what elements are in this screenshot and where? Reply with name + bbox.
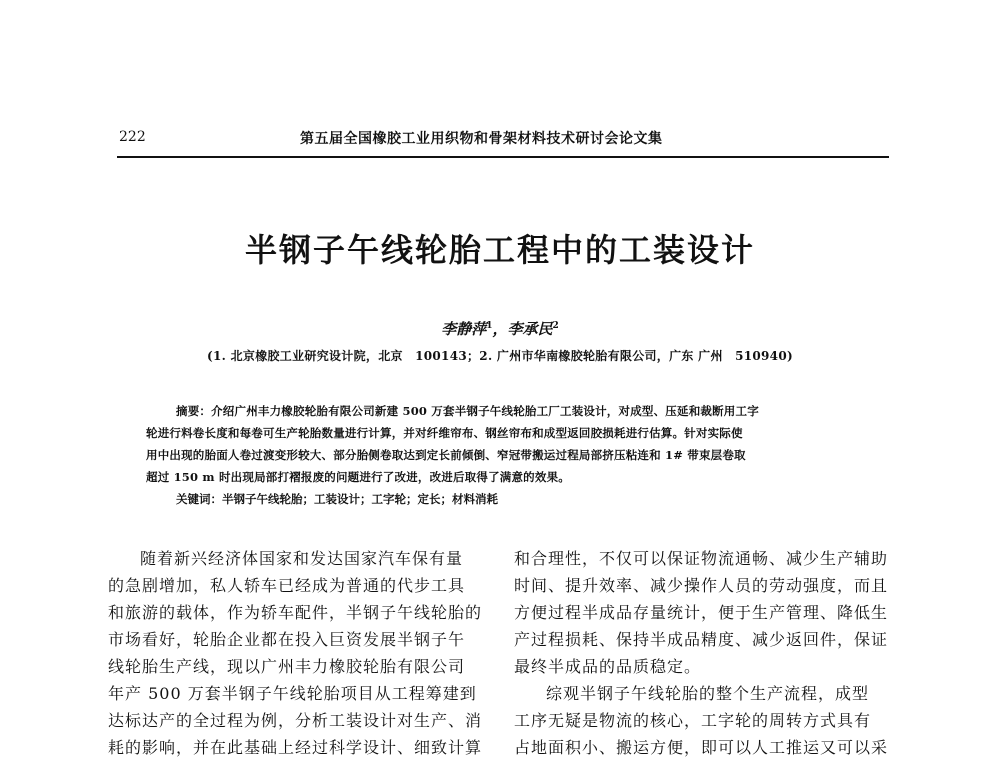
author-2: 李承民 [507, 320, 553, 338]
body-line: 方便过程半成品存量统计，便于生产管理、降低生 [514, 603, 889, 622]
author-separator: ， [492, 320, 508, 338]
page-number: 222 [119, 129, 146, 145]
header-rule [117, 156, 889, 158]
body-line: 耗的影响，并在此基础上经过科学设计、细致计算 [108, 738, 483, 757]
keywords: 关键词：半钢子午线轮胎；工装设计；工字轮；定长；材料消耗 [176, 492, 498, 506]
abstract [146, 400, 858, 488]
paper-title: 半钢子午线轮胎工程中的工装设计 [244, 231, 755, 269]
body-line: 时间、提升效率、减少操作人员的劳动强度，而且 [514, 576, 889, 595]
body-line: 产过程损耗、保持半成品精度、减少返回件，保证 [514, 630, 889, 649]
abstract-line: 轮进行料卷长度和每卷可生产轮胎数量进行计算，并对纤维帘布、钢丝帘布和成型返回胶损耗进行估算。针对实际使 [146, 426, 743, 440]
body-line: 达标达产的全过程为例，分析工装设计对生产、消 [108, 711, 483, 730]
body-line: 最终半成品的品质稳定。 [514, 657, 702, 676]
body-column-left [108, 545, 484, 760]
body-line: 年产 500 万套半钢子午线轮胎项目从工程筹建到 [108, 684, 477, 703]
author-1-affil: 1 [486, 321, 493, 331]
body-line: 占地面积小、搬运方便，即可以人工推运又可以采 [514, 738, 889, 757]
running-header: 第五届全国橡胶工业用织物和骨架材料技术研讨会论文集 [300, 131, 663, 147]
body-line: 的急剧增加，私人轿车已经成为普通的代步工具 [108, 576, 466, 595]
body-line: 随着新兴经济体国家和发达国家汽车保有量 [140, 549, 464, 568]
body-line: 和合理性，不仅可以保证物流通畅、减少生产辅助 [514, 549, 889, 568]
body-line: 工序无疑是物流的核心，工字轮的周转方式具有 [514, 711, 872, 730]
body-column-right [514, 545, 890, 760]
abstract-line: 用中出现的胎面人卷过渡变形较大、部分胎侧卷取达到定长前倾倒、窄冠带搬运过程局部挤压粘连和 1# 带束层卷取 [146, 448, 746, 462]
body-line: 综观半钢子午线轮胎的整个生产流程，成型 [546, 684, 870, 703]
abstract-line: 摘要：介绍广州丰力橡胶轮胎有限公司新建 500 万套半钢子午线轮胎工厂工装设计，对成型、压延和裁断用工字 [176, 404, 759, 418]
body-line: 线轮胎生产线，现以广州丰力橡胶轮胎有限公司 [108, 657, 466, 676]
affiliation: (1. 北京橡胶工业研究设计院，北京 100143；2. 广州市华南橡胶轮胎有限公司，广东 广州 510940) [207, 349, 793, 363]
body-line: 市场看好，轮胎企业都在投入巨资发展半钢子午 [108, 630, 466, 649]
author-2-affil: 2 [552, 321, 559, 331]
body-line: 和旅游的载体，作为轿车配件，半钢子午线轮胎的 [108, 603, 483, 622]
abstract-line: 超过 150 m 时出现局部打褶报废的问题进行了改进，改进后取得了满意的效果。 [146, 470, 570, 484]
author-1: 李静萍 [441, 320, 487, 338]
authors [0, 318, 1000, 339]
